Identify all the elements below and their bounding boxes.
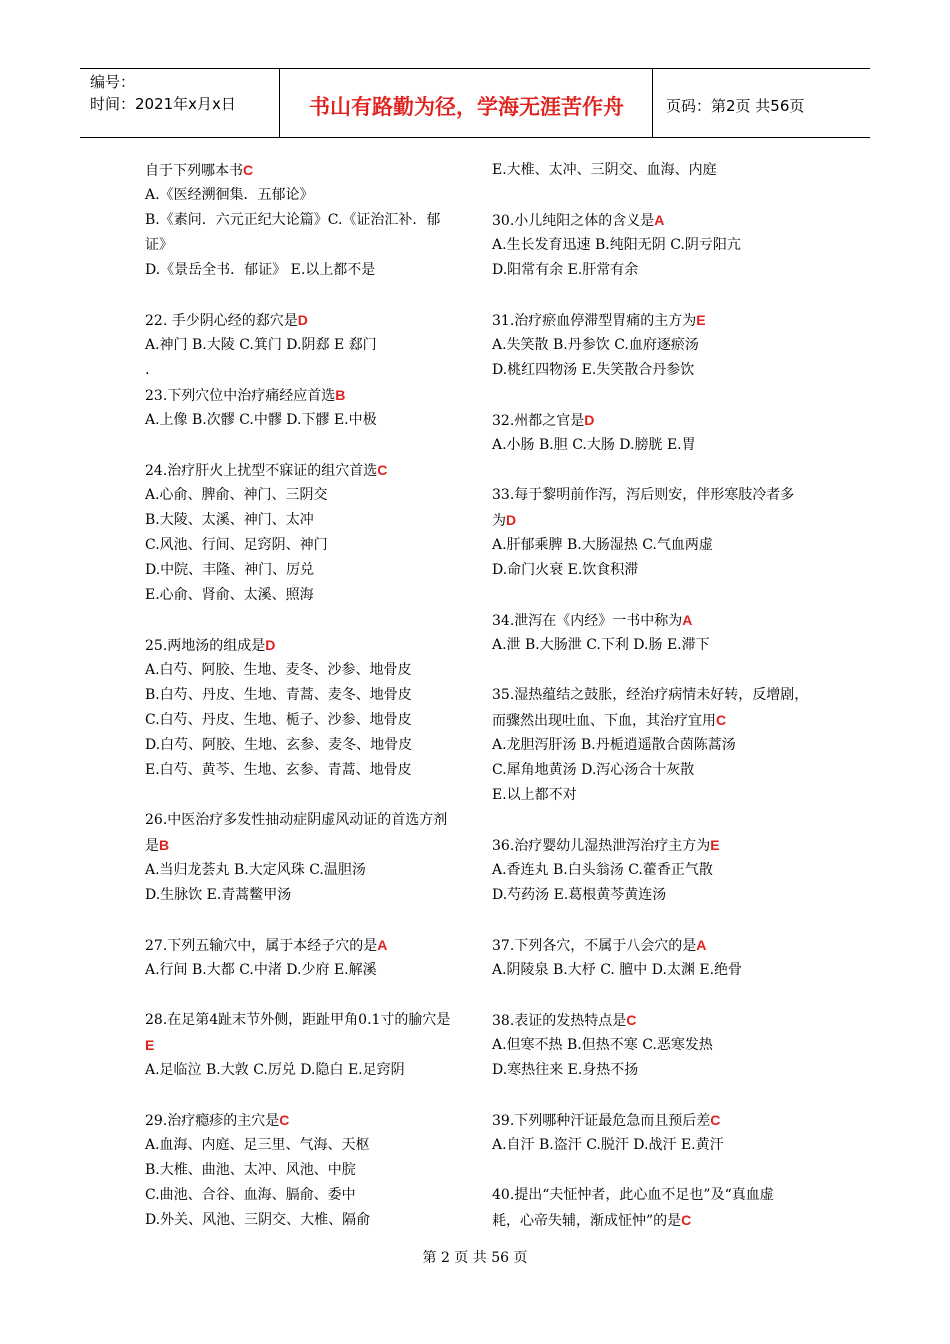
line-text: A.生长发育迅速 B.纯阳无阴 C.阴亏阳亢 xyxy=(492,237,741,253)
question-line xyxy=(145,658,467,683)
question-line xyxy=(145,258,467,283)
line-text: 34.泄泻在《内经》一书中称为 xyxy=(492,613,683,629)
spacer xyxy=(492,183,820,208)
answer-letter: D xyxy=(265,637,276,653)
question-line xyxy=(492,833,820,858)
spacer xyxy=(492,383,820,408)
question-line xyxy=(492,258,820,283)
line-text: 22. 手少阴心经的郄穴是 xyxy=(145,313,298,329)
line-text: C.风池、行间、足窍阴、神门 xyxy=(145,537,328,553)
line-text: A.血海、内庭、足三里、气海、天枢 xyxy=(145,1137,370,1153)
question-line xyxy=(492,958,820,983)
line-text: 为 xyxy=(492,513,506,529)
line-text: D.命门火衰 E.饮食积滞 xyxy=(492,562,639,578)
spacer xyxy=(145,783,467,808)
line-text: 39.下列哪种汗证最危急而且预后差 xyxy=(492,1113,711,1129)
spacer xyxy=(492,283,820,308)
line-text: D.白芍、阿胶、生地、玄参、麦冬、地骨皮 xyxy=(145,737,413,753)
question-line xyxy=(492,1208,820,1233)
line-text: 是 xyxy=(145,838,159,854)
spacer xyxy=(145,1083,467,1108)
line-text: D.桃红四物汤 E.失笑散合丹参饮 xyxy=(492,362,695,378)
spacer xyxy=(145,983,467,1008)
line-text: B.大陵、太溪、神门、太冲 xyxy=(145,512,314,528)
answer-letter: B xyxy=(335,387,346,403)
spacer xyxy=(492,583,820,608)
question-line xyxy=(145,458,467,483)
question-line xyxy=(492,1108,820,1133)
header-meta xyxy=(80,69,280,137)
question-line xyxy=(492,558,820,583)
spacer xyxy=(145,433,467,458)
line-text: 30.小儿纯阳之体的含义是 xyxy=(492,213,655,229)
spacer xyxy=(492,658,820,683)
line-text: B.《素问．六元正纪大论篇》C.《证治汇补．郁 xyxy=(145,212,441,228)
question-line xyxy=(145,833,467,858)
line-text: 而骤然出现吐血、下血，其治疗宜用 xyxy=(492,713,716,729)
line-text: A.心俞、脾俞、神门、三阴交 xyxy=(145,487,328,503)
question-line xyxy=(145,333,467,358)
line-text: 40.提出“夫怔忡者，此心血不足也”及“真血虚 xyxy=(492,1187,774,1203)
question-line xyxy=(145,883,467,908)
answer-letter: C xyxy=(681,1212,692,1228)
line-text: 28.在足第4趾末节外侧，距趾甲角0.1寸的腧穴是 xyxy=(145,1012,451,1028)
line-text: D.阳常有余 E.肝常有余 xyxy=(492,262,639,278)
answer-letter: D xyxy=(297,312,308,328)
answer-letter: C xyxy=(377,462,388,478)
spacer xyxy=(145,283,467,308)
line-text: 26.中医治疗多发性抽动症阴虚风动证的首选方剂 xyxy=(145,812,448,828)
line-text: . xyxy=(145,362,150,378)
line-text: 证》 xyxy=(145,237,173,253)
question-line xyxy=(145,1033,467,1058)
answer-letter: C xyxy=(716,712,727,728)
line-text: 29.治疗瘾疹的主穴是 xyxy=(145,1113,280,1129)
answer-letter: A xyxy=(377,937,388,953)
answer-letter: B xyxy=(159,837,170,853)
question-line xyxy=(492,208,820,233)
line-text: C.犀角地黄汤 D.泻心汤合十灰散 xyxy=(492,762,695,778)
question-line xyxy=(492,858,820,883)
question-line xyxy=(492,733,820,758)
spacer xyxy=(145,608,467,633)
line-text: A.神门 B.大陵 C.箕门 D.阴郄 E 郄门 xyxy=(145,337,377,353)
line-text: A.小肠 B.胆 C.大肠 D.膀胱 E.胃 xyxy=(492,437,696,453)
question-line xyxy=(145,408,467,433)
line-text: D.《景岳全书．郁证》 E.以上都不是 xyxy=(145,262,376,278)
question-line xyxy=(145,1008,467,1033)
header-number-label: 编号： xyxy=(90,73,136,91)
question-line xyxy=(492,783,820,808)
question-line xyxy=(145,558,467,583)
line-text: A.白芍、阿胶、生地、麦冬、沙参、地骨皮 xyxy=(145,662,412,678)
header-date: 时间：2021年x月x日 xyxy=(90,95,236,113)
question-line xyxy=(492,158,820,183)
line-text: 23.下列穴位中治疗痛经应首选 xyxy=(145,388,336,404)
line-text: B.白芍、丹皮、生地、青蒿、麦冬、地骨皮 xyxy=(145,687,412,703)
line-text: E.白芍、黄芩、生地、玄参、青蒿、地骨皮 xyxy=(145,762,412,778)
question-line xyxy=(492,358,820,383)
spacer xyxy=(145,908,467,933)
line-text: D.芍药汤 E.葛根黄芩黄连汤 xyxy=(492,887,667,903)
line-text: A.自汗 B.盗汗 C.脱汗 D.战汗 E.黄汗 xyxy=(492,1137,724,1153)
question-line xyxy=(145,1208,467,1233)
line-text: C.曲池、合谷、血海、膈俞、委中 xyxy=(145,1187,356,1203)
left-column xyxy=(145,158,467,1233)
question-line xyxy=(145,383,467,408)
line-text: 35.湿热蕴结之鼓胀，经治疗病情未好转，反增剧， xyxy=(492,687,809,703)
question-line xyxy=(492,758,820,783)
question-line xyxy=(145,508,467,533)
question-line xyxy=(145,183,467,208)
spacer xyxy=(492,1083,820,1108)
line-text: A.龙胆泻肝汤 B.丹栀逍遥散合茵陈蒿汤 xyxy=(492,737,736,753)
question-line xyxy=(145,958,467,983)
question-line xyxy=(145,933,467,958)
question-line xyxy=(145,808,467,833)
question-line xyxy=(145,858,467,883)
line-text: 耗，心帝失辅，渐成怔忡”的是 xyxy=(492,1213,682,1229)
answer-letter: A xyxy=(654,212,665,228)
question-line xyxy=(492,708,820,733)
question-line xyxy=(145,758,467,783)
question-line xyxy=(145,633,467,658)
line-text: A.失笑散 B.丹参饮 C.血府逐瘀汤 xyxy=(492,337,699,353)
line-text: 27.下列五输穴中，属于本经子穴的是 xyxy=(145,938,378,954)
answer-letter: D xyxy=(584,412,595,428)
line-text: B.大椎、曲池、太冲、风池、中脘 xyxy=(145,1162,356,1178)
line-text: A.香连丸 B.白头翁汤 C.藿香正气散 xyxy=(492,862,713,878)
question-line xyxy=(492,1133,820,1158)
header-page-number: 页码：第2页 共56页 xyxy=(666,96,805,115)
question-line xyxy=(145,1058,467,1083)
spacer xyxy=(492,908,820,933)
answer-letter: C xyxy=(626,1012,637,1028)
line-text: D.中院、丰隆、神门、厉兑 xyxy=(145,562,315,578)
line-text: A.阴陵泉 B.大杼 C. 膻中 D.太渊 E.绝骨 xyxy=(492,962,743,978)
line-text: A.《医经溯徊集．五郁论》 xyxy=(145,187,314,203)
line-text: 32.州都之官是 xyxy=(492,413,585,429)
question-line xyxy=(492,683,820,708)
question-line xyxy=(492,1033,820,1058)
question-line xyxy=(145,708,467,733)
line-text: 24.治疗肝火上扰型不寐证的组穴首选 xyxy=(145,463,378,479)
line-text: 33.每于黎明前作泻，泻后则安，伴形寒肢冷者多 xyxy=(492,487,795,503)
question-line xyxy=(145,733,467,758)
header-motto: 书山有路勤为径，学海无涯苦作舟 xyxy=(281,69,653,137)
line-text: A.当归龙荟丸 B.大定风珠 C.温胆汤 xyxy=(145,862,366,878)
spacer xyxy=(492,1158,820,1183)
question-line xyxy=(145,483,467,508)
page-footer: 第 2 页 共 56 页 xyxy=(422,1250,528,1266)
right-column xyxy=(492,158,820,1233)
line-text: 36.治疗婴幼儿湿热泄泻治疗主方为 xyxy=(492,838,711,854)
spacer xyxy=(492,458,820,483)
question-line xyxy=(145,208,467,233)
line-text: 自于下列哪本书 xyxy=(145,163,243,179)
question-line xyxy=(492,233,820,258)
question-line xyxy=(145,583,467,608)
question-line xyxy=(145,683,467,708)
question-line xyxy=(492,1183,820,1208)
line-text: D.外关、风池、三阴交、大椎、隔俞 xyxy=(145,1212,371,1228)
question-line xyxy=(145,358,467,383)
line-text: A.上像 B.次髎 C.中髎 D.下髎 E.中极 xyxy=(145,412,377,428)
answer-letter: D xyxy=(506,512,517,528)
answer-letter: E xyxy=(145,1037,155,1053)
line-text: A.肝郁乘脾 B.大肠湿热 C.气血两虚 xyxy=(492,537,713,553)
question-line xyxy=(492,933,820,958)
question-line xyxy=(492,308,820,333)
spacer xyxy=(492,808,820,833)
line-text: 25.两地汤的组成是 xyxy=(145,638,266,654)
question-line xyxy=(492,608,820,633)
question-line xyxy=(145,233,467,258)
answer-letter: C xyxy=(710,1112,721,1128)
line-text: A.但寒不热 B.但热不寒 C.恶寒发热 xyxy=(492,1037,713,1053)
line-text: 38.表证的发热特点是 xyxy=(492,1013,627,1029)
line-text: A.足临泣 B.大敦 C.厉兑 D.隐白 E.足窍阴 xyxy=(145,1062,405,1078)
line-text: E.大椎、太冲、三阴交、血海、内庭 xyxy=(492,162,717,178)
question-line xyxy=(492,533,820,558)
line-text: C.白芍、丹皮、生地、栀子、沙参、地骨皮 xyxy=(145,712,412,728)
question-line xyxy=(492,408,820,433)
line-text: D.寒热往来 E.身热不扬 xyxy=(492,1062,639,1078)
answer-letter: C xyxy=(279,1112,290,1128)
question-line xyxy=(492,333,820,358)
answer-letter: C xyxy=(243,162,254,178)
question-line xyxy=(145,1183,467,1208)
spacer xyxy=(492,983,820,1008)
question-line xyxy=(145,308,467,333)
line-text: E.心俞、肾俞、太溪、照海 xyxy=(145,587,314,603)
line-text: 31.治疗瘀血停滞型胃痛的主方为 xyxy=(492,313,697,329)
line-text: A.泄 B.大肠泄 C.下利 D.肠 E.滞下 xyxy=(492,637,710,653)
question-line xyxy=(492,433,820,458)
question-line xyxy=(145,533,467,558)
question-line xyxy=(492,483,820,508)
question-line xyxy=(492,1058,820,1083)
question-line xyxy=(492,883,820,908)
line-text: E.以上都不对 xyxy=(492,787,577,803)
line-text: D.生脉饮 E.青蒿鳖甲汤 xyxy=(145,887,292,903)
question-line xyxy=(145,1108,467,1133)
question-line xyxy=(492,1008,820,1033)
line-text: A.行间 B.大都 C.中渚 D.少府 E.解溪 xyxy=(145,962,377,978)
question-line xyxy=(145,158,467,183)
line-text: 37.下列各穴，不属于八会穴的是 xyxy=(492,938,697,954)
page-header xyxy=(80,68,870,138)
question-line xyxy=(492,508,820,533)
answer-letter: A xyxy=(682,612,693,628)
answer-letter: E xyxy=(710,837,720,853)
question-line xyxy=(145,1133,467,1158)
answer-letter: A xyxy=(696,937,707,953)
question-line xyxy=(492,633,820,658)
answer-letter: E xyxy=(696,312,706,328)
question-line xyxy=(145,1158,467,1183)
